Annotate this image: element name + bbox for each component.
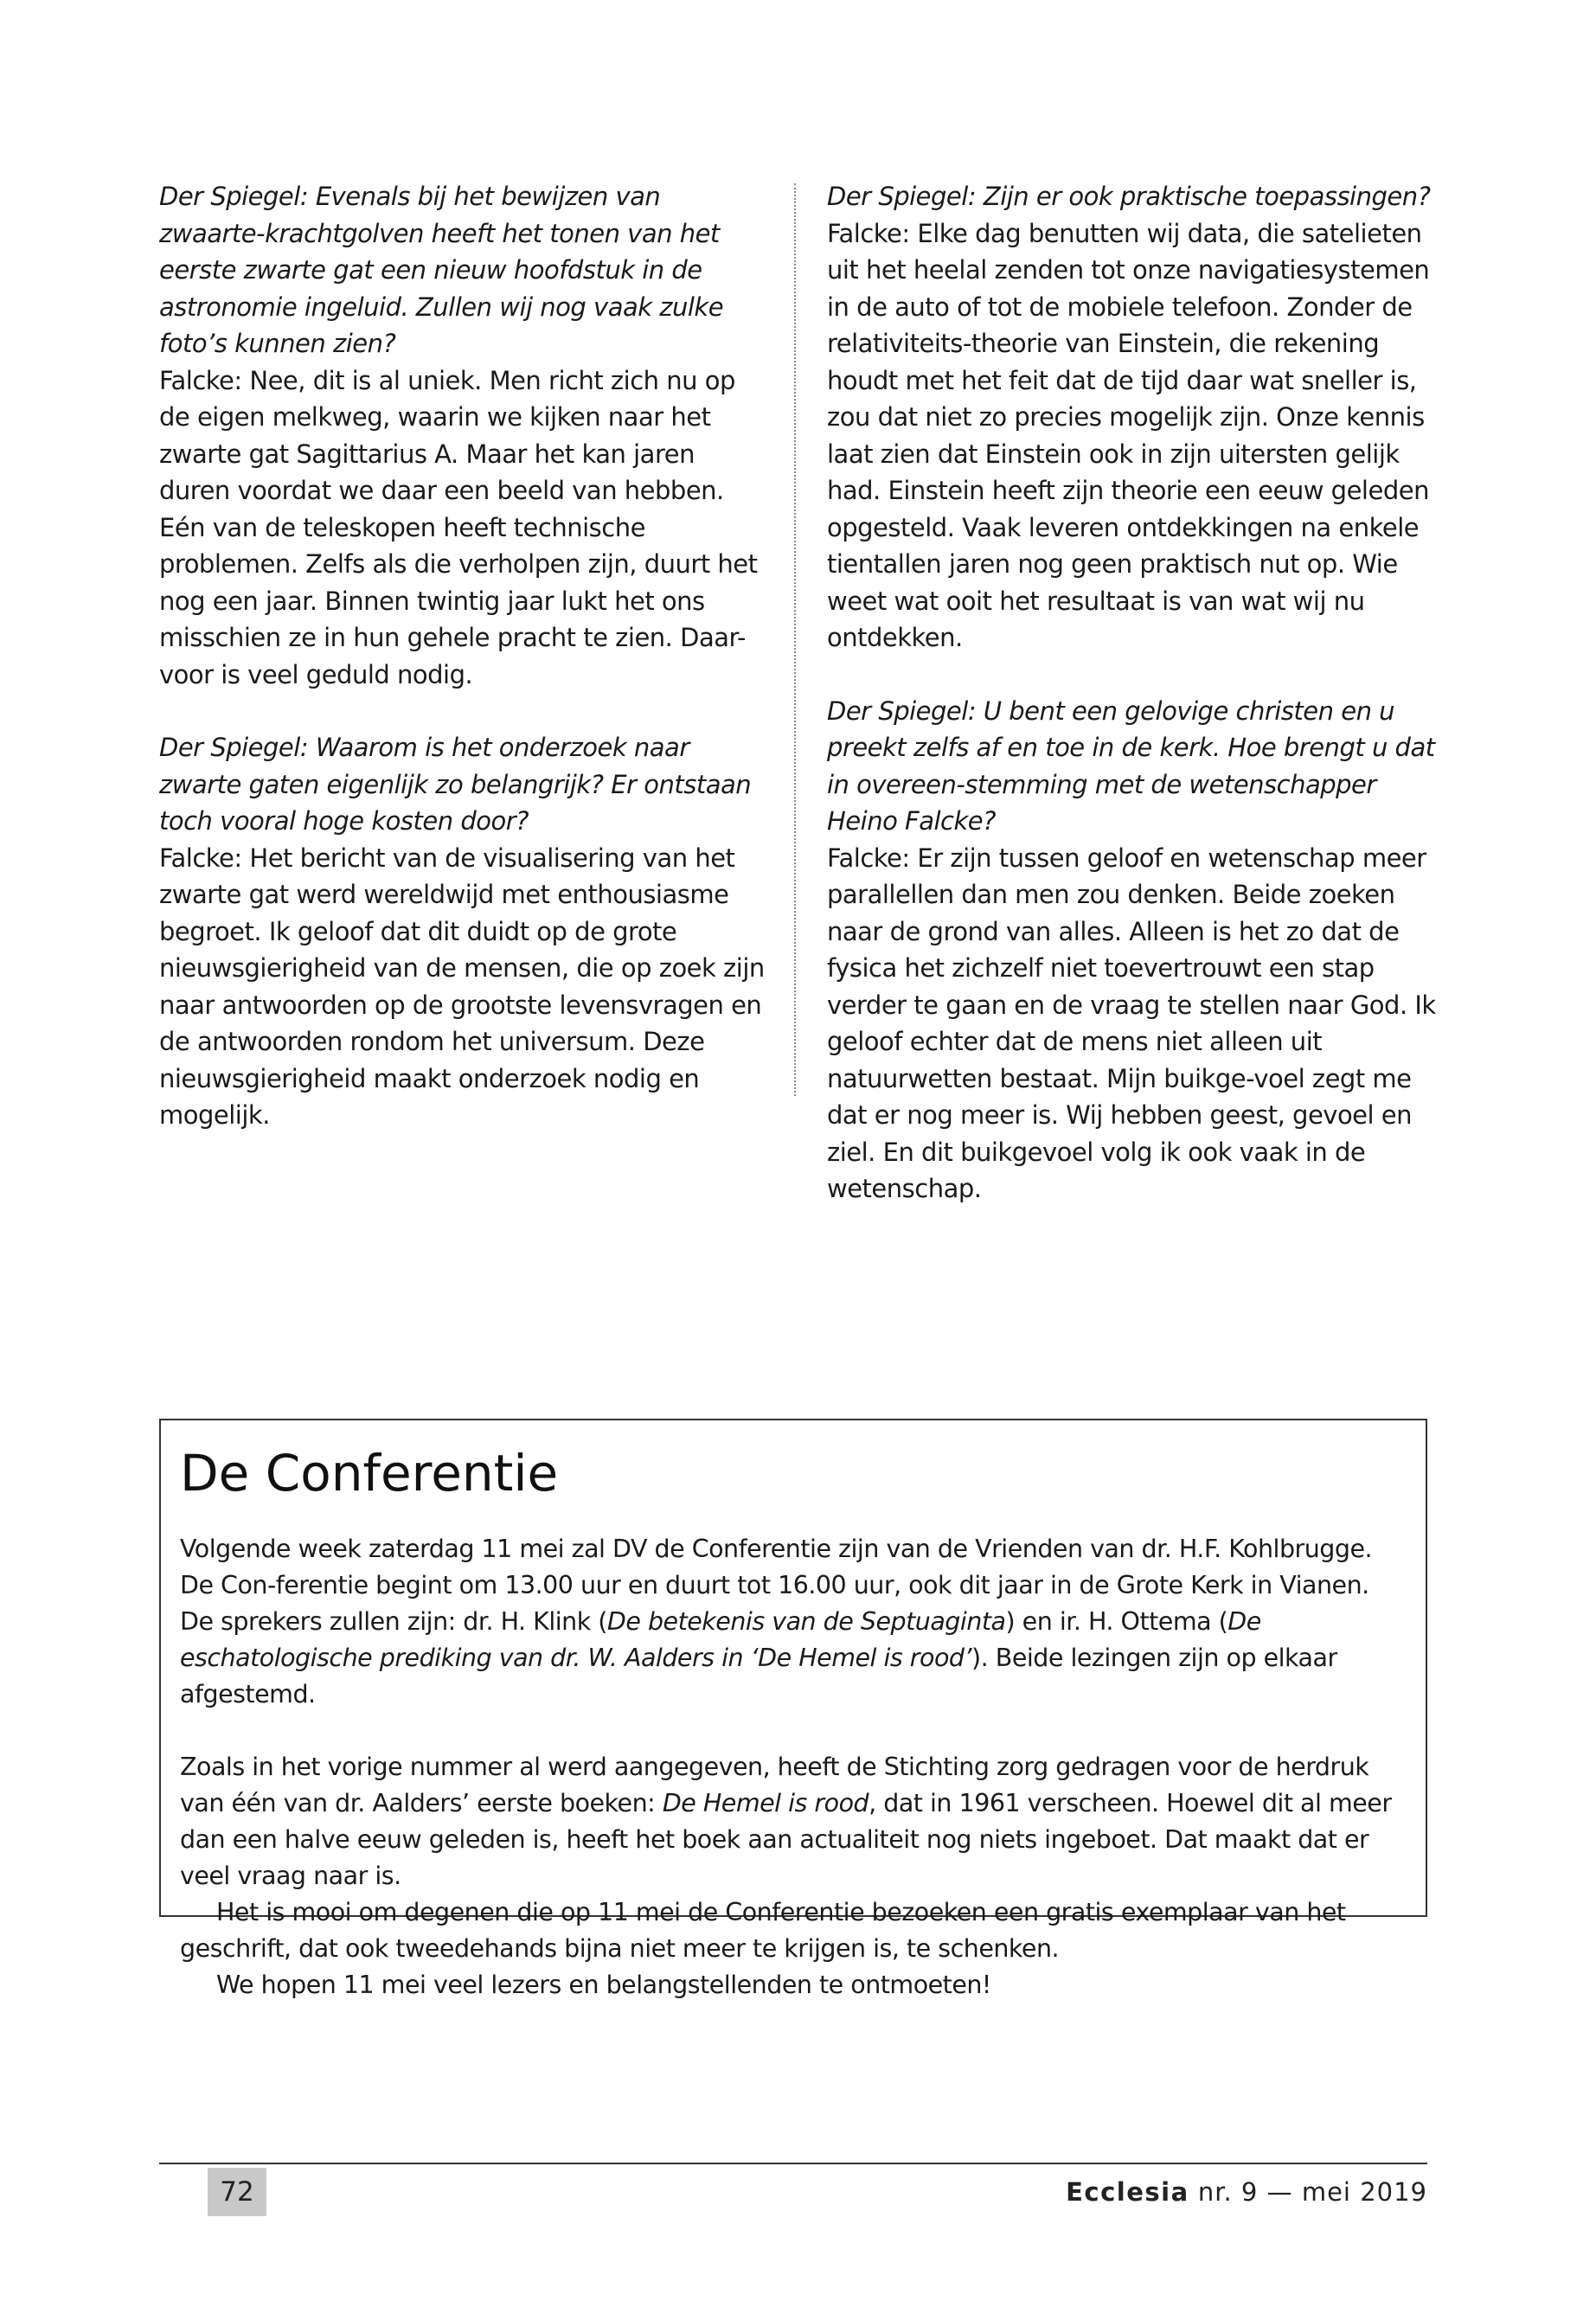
- conference-paragraph: We hopen 11 mei veel lezers en belangstellenden te ontmoeten!: [216, 1971, 991, 1999]
- issue-info: nr. 9 — mei 2019: [1189, 2177, 1427, 2207]
- conference-text: Zoals in het vorige nummer al werd aangegeven, heeft de Stichting zorg gedragen voor de herdruk van één van dr. Aalders’ eerste boeken:: [180, 1753, 1369, 1817]
- conference-title: De Conferentie: [180, 1444, 559, 1503]
- book-title: De Hemel is rood: [662, 1789, 869, 1817]
- conference-text: ) en ir. H. Ottema (: [1005, 1607, 1228, 1636]
- interview-answer: Falcke: Elke dag benutten wij data, die satelieten uit het heelal zenden tot onze navigatiesystemen in de auto of tot de mobiele telefoon. Zonder de relativiteits-theorie van Einstein, die rekening houdt met het feit dat de tijd daar wat sneller is, zou dat niet zo precies mogelijk zijn. Onze kennis laat zien dat Einstein ook in zijn uitersten gelijk had. Einstein heeft zijn theorie een eeuw geleden opgesteld. Vaak leveren ontdekkingen na enkele tientallen jaren nog geen praktisch nut op. Wie weet wat ooit het resultaat is van wat wij nu ontdekken.: [827, 218, 1430, 652]
- interview-answer: Falcke: Het bericht van de visualisering van het zwarte gat werd wereldwijd met enthousiasme begroet. Ik geloof dat dit duidt op de grote nieuwsgierigheid van de mensen, die op zoek zijn naar antwoorden op de grootste levensvragen en de antwoorden rondom het universum. Deze nieuwsgierigheid maakt onderzoek nodig en mogelijk.: [159, 843, 765, 1130]
- interview-question: Der Spiegel: Zijn er ook praktische toepassingen?: [827, 182, 1431, 211]
- conference-paragraph: Het is mooi om degenen die op 11 mei de Conferentie bezoeken een gratis exemplaar van het geschrift, dat ook tweedehands bijna niet meer te krijgen is, te schenken.: [180, 1898, 1346, 1963]
- interview-question: Der Spiegel: Evenals bij het bewijzen van zwaarte-krachtgolven heeft het tonen van het eerste zwarte gat een nieuw hoofdstuk in de astronomie ingeluid. Zullen wij nog vaak zulke foto’s kunnen zien?: [159, 182, 724, 358]
- conference-box: [159, 1419, 1427, 1999]
- right-column: [827, 178, 1441, 1208]
- footer-issue: [1066, 2173, 1427, 2211]
- interview-question: Der Spiegel: U bent een gelovige christen en u preekt zelfs af en toe in de kerk. Hoe brengt u dat in overeen-stemming met de wetenschapper Heino Falcke?: [827, 695, 1435, 836]
- column-divider: [794, 183, 796, 1096]
- conference-text: ). Beide lezingen zijn op elkaar afgestemd.: [180, 1644, 1337, 1708]
- conference-paragraph: [180, 1531, 1407, 1713]
- page-number: 72: [208, 2168, 266, 2216]
- interview-question: Der Spiegel: Waarom is het onderzoek naar zwarte gaten eigenlijk zo belangrijk? Er ontstaan toch vooral hoge kosten door?: [159, 733, 752, 836]
- conference-text: , dat in 1961 verscheen. Hoewel dit al meer dan een halve eeuw geleden is, heeft het boek aan actualiteit nog niets ingeboet. Dat maakt dat er veel vraag naar is.: [180, 1789, 1392, 1890]
- footer-rule: [159, 2163, 1427, 2164]
- interview-answer: Falcke: Nee, dit is al uniek. Men richt zich nu op de eigen melkweg, waarin we kijken naar het zwarte gat Sagittarius A. Maar het kan jaren duren voordat we daar een beeld van hebben. Eén van de teleskopen heeft technische problemen. Zelfs als die verholpen zijn, duurt het nog een jaar. Binnen twintig jaar lukt het ons misschien ze in hun gehele pracht te zien. Daar-voor is veel geduld nodig.: [159, 365, 758, 689]
- conference-text: Volgende week zaterdag 11 mei zal DV de Conferentie zijn van de Vrienden van dr. H.F. Kohlbrugge. De Con-ferentie begint om 13.00 uur en duurt tot 16.00 uur, ook dit jaar in de Grote Kerk in Vianen. De sprekers zullen zijn: dr. H. Klink (: [180, 1535, 1373, 1636]
- lecture-title: De eschatologische prediking van dr. W. Aalders in ‘De Hemel is rood’: [180, 1607, 1261, 1672]
- conference-paragraph: [180, 1749, 1407, 1894]
- magazine-name: Ecclesia: [1066, 2177, 1189, 2207]
- interview-answer: Falcke: Er zijn tussen geloof en wetenschap meer parallellen dan men zou denken. Beide zoeken naar de grond van alles. Alleen is het zo dat de fysica het zichzelf niet toevertrouwt een stap verder te gaan en de vraag te stellen naar God. Ik geloof echter dat de mens niet alleen uit natuurwetten bestaat. Mijn buikge-voel zegt me dat er nog meer is. Wij hebben geest, gevoel en ziel. En dit buikgevoel volg ik ook vaak in de wetenschap.: [827, 843, 1436, 1203]
- lecture-title: De betekenis van de Septuaginta: [606, 1607, 1006, 1636]
- left-column: [159, 178, 765, 1134]
